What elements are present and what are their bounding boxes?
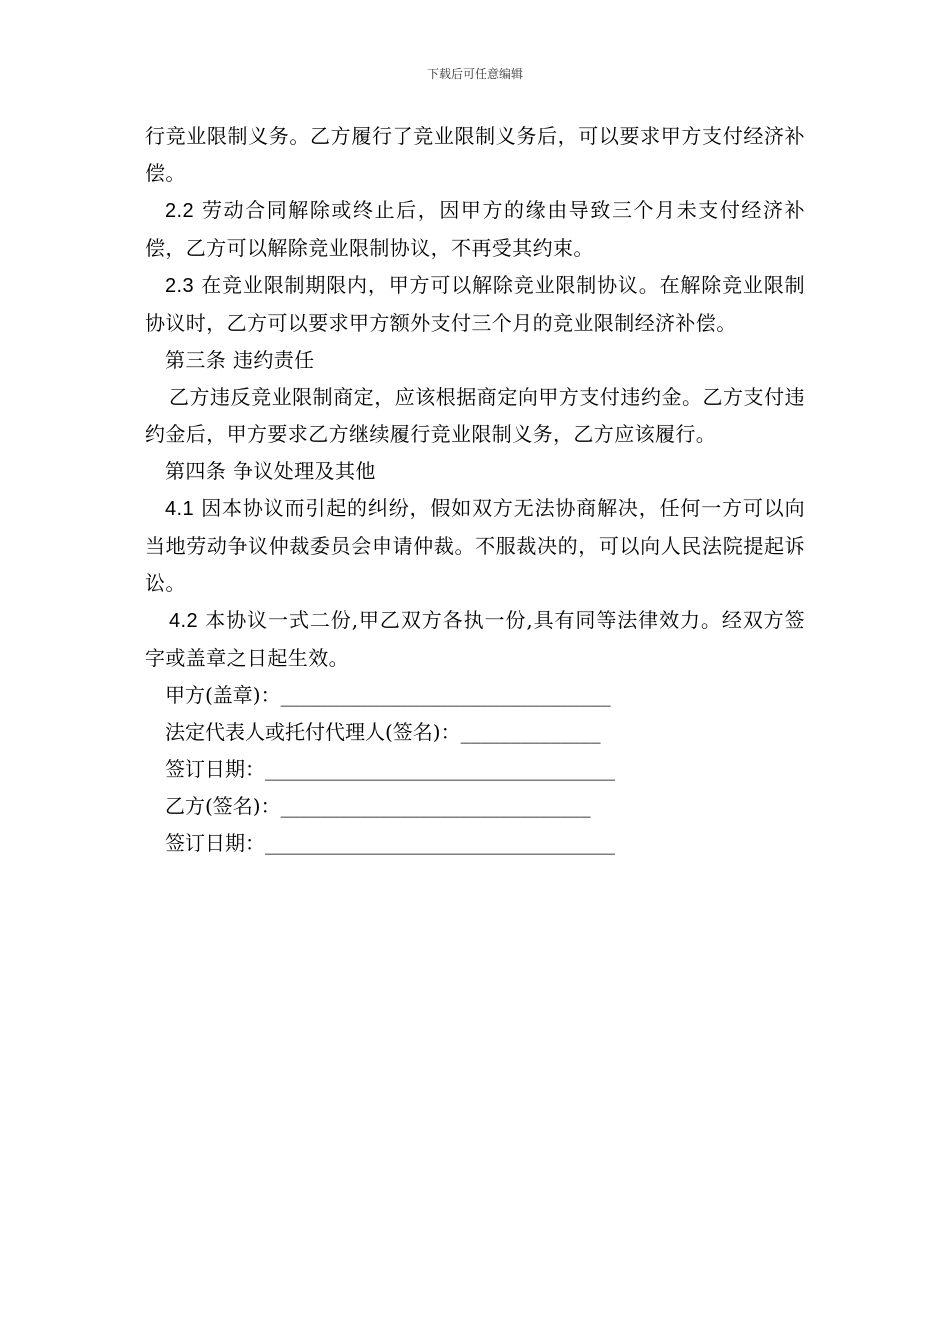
clause-number: 2.2	[165, 200, 195, 222]
article-3-body: 乙方违反竞业限制商定，应该根据商定向甲方支付违约金。乙方支付违约金后，甲方要求乙方继续履行竞业限制义务，乙方应该履行。	[145, 385, 805, 446]
party-b-sign-line: 乙方(签名)：_______________________________	[165, 794, 591, 818]
paragraph-1: 行竞业限制义务。乙方履行了竞业限制义务后，可以要求甲方支付经济补偿。	[145, 124, 805, 185]
clause-2-2	[145, 192, 805, 267]
clause-4-1	[145, 490, 805, 602]
clause-text: 因本协议而引起的纠纷，假如双方无法协商解决，任何一方可以向当地劳动争议仲裁委员会申请仲裁。不服裁决的，可以向人民法院提起诉讼。	[145, 496, 805, 595]
clause-number: 2.3	[165, 275, 195, 297]
clause-text: 劳动合同解除或终止后，因甲方的缘由导致三个月未支付经济补偿，乙方可以解除竞业限制协议，不再受其约束。	[145, 198, 805, 260]
sign-date-a-line: 签订日期：___________________________________	[165, 757, 615, 781]
article-4-title: 第四条 争议处理及其他	[165, 459, 376, 483]
party-a-seal-line: 甲方(盖章)：_________________________________	[165, 683, 611, 707]
clause-number: 4.1	[165, 498, 195, 520]
clause-2-3	[145, 267, 805, 342]
clause-text: 本协议一式二份,甲乙双方各执一份,具有同等法律效力。经双方签字或盖章之日起生效。	[145, 608, 805, 670]
sign-date-b-line: 签订日期：___________________________________	[165, 831, 615, 855]
clause-number: 4.2	[169, 610, 199, 632]
article-3-title: 第三条 违约责任	[165, 348, 315, 372]
page-header: 下载后可任意编辑	[426, 67, 523, 81]
clause-4-2	[145, 602, 805, 677]
clause-text: 在竞业限制期限内，甲方可以解除竞业限制协议。在解除竞业限制协议时，乙方可以要求甲方额外支付三个月的竞业限制经济补偿。	[145, 273, 805, 335]
document-body	[145, 118, 805, 862]
legal-rep-sign-line: 法定代表人或托付代理人(签名)：______________	[165, 720, 601, 744]
